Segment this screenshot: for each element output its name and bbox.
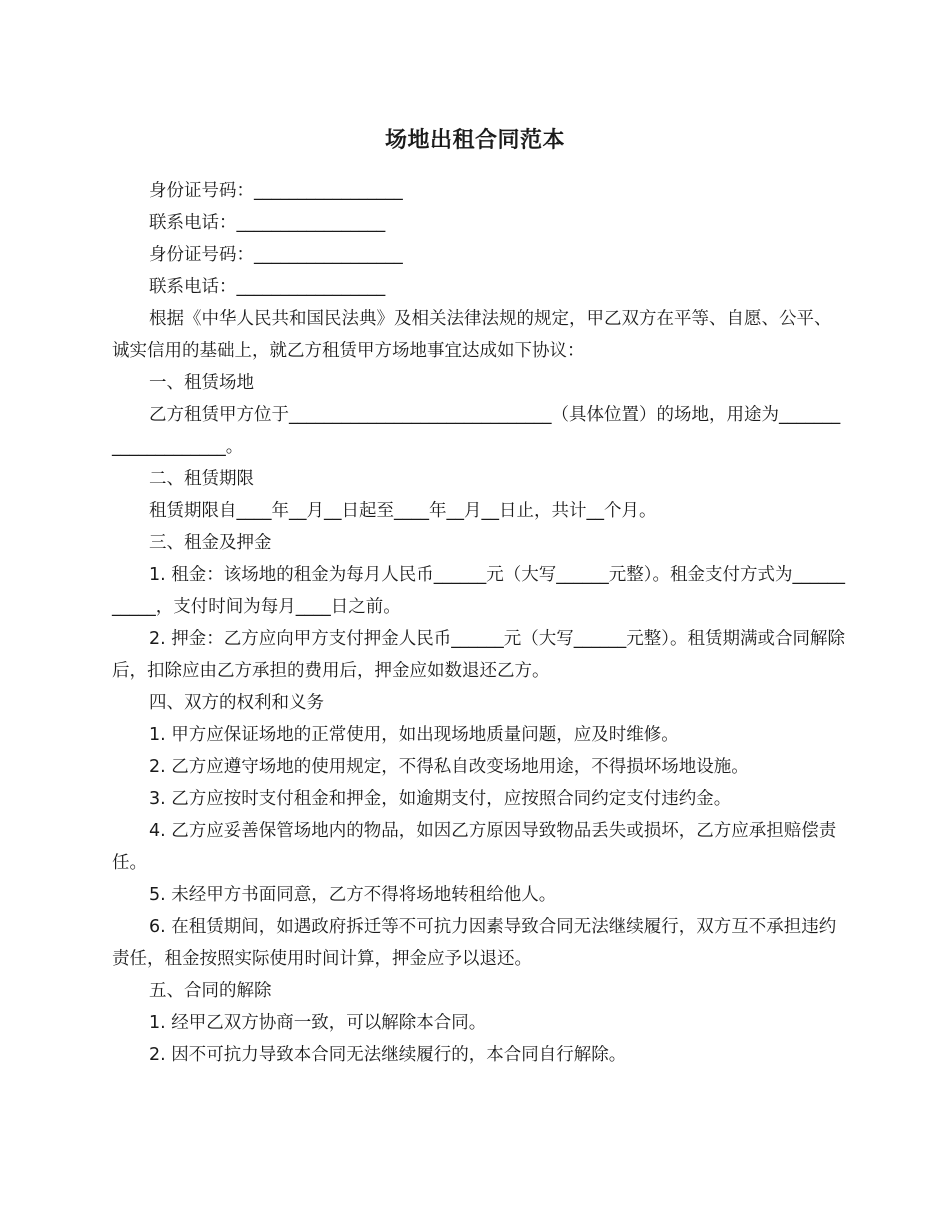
clause-paragraph: 3. 乙方应按时支付租金和押金，如逾期支付，应按照合同约定支付违约金。 bbox=[149, 789, 732, 809]
preamble-paragraph: 根据《中华人民共和国民法典》及相关法律法规的规定，甲乙双方在平等、自愿、公平、诚实信用的基础上，就乙方租赁甲方场地事宜达成如下协议： bbox=[112, 309, 832, 361]
clause-paragraph: 2. 因不可抗力导致本合同无法继续履行的，本合同自行解除。 bbox=[149, 1045, 627, 1065]
clause-paragraph: 1. 经甲乙双方协商一致，可以解除本合同。 bbox=[149, 1013, 487, 1033]
section-heading: 一、租赁场地 bbox=[149, 373, 254, 393]
clause-paragraph: 6. 在租赁期间，如遇政府拆迁等不可抗力因素导致合同无法继续履行，双方互不承担违约责任，租金按照实际使用时间计算，押金应予以退还。 bbox=[112, 917, 837, 969]
phone-line: 联系电话：_________________ bbox=[149, 277, 386, 297]
clause-paragraph: 1. 甲方应保证场地的正常使用，如出现场地质量问题，应及时维修。 bbox=[149, 725, 679, 745]
clause-paragraph: 2. 乙方应遵守场地的使用规定，不得私自改变场地用途，不得损坏场地设施。 bbox=[149, 757, 749, 777]
section-heading: 二、租赁期限 bbox=[149, 469, 254, 489]
clause-paragraph: 5. 未经甲方书面同意，乙方不得将场地转租给他人。 bbox=[149, 885, 557, 905]
clause-paragraph: 租赁期限自____年__月__日起至____年__月__日止，共计__个月。 bbox=[149, 501, 657, 521]
id-number-line: 身份证号码：_________________ bbox=[149, 181, 403, 201]
clause-paragraph: 4. 乙方应妥善保管场地内的物品，如因乙方原因导致物品丢失或损坏，乙方应承担赔偿责任。 bbox=[112, 821, 837, 873]
clause-paragraph: 1. 租金：该场地的租金为每月人民币______元（大写______元整）。租金支付方式为___________，支付时间为每月____日之前。 bbox=[112, 565, 846, 617]
clause-paragraph: 2. 押金：乙方应向甲方支付押金人民币______元（大写______元整）。租赁期满或合同解除后，扣除应由乙方承担的费用后，押金应如数退还乙方。 bbox=[112, 629, 846, 681]
section-heading: 五、合同的解除 bbox=[149, 981, 272, 1001]
phone-line: 联系电话：_________________ bbox=[149, 213, 386, 233]
document-body bbox=[112, 175, 848, 1071]
clause-paragraph: 乙方租赁甲方位于______________________________（具体位置）的场地，用途为____________________。 bbox=[112, 405, 841, 457]
section-heading: 四、双方的权利和义务 bbox=[149, 693, 324, 713]
section-heading: 三、租金及押金 bbox=[149, 533, 272, 553]
document-title: 场地出租合同范本 bbox=[384, 128, 565, 153]
id-number-line: 身份证号码：_________________ bbox=[149, 245, 403, 265]
